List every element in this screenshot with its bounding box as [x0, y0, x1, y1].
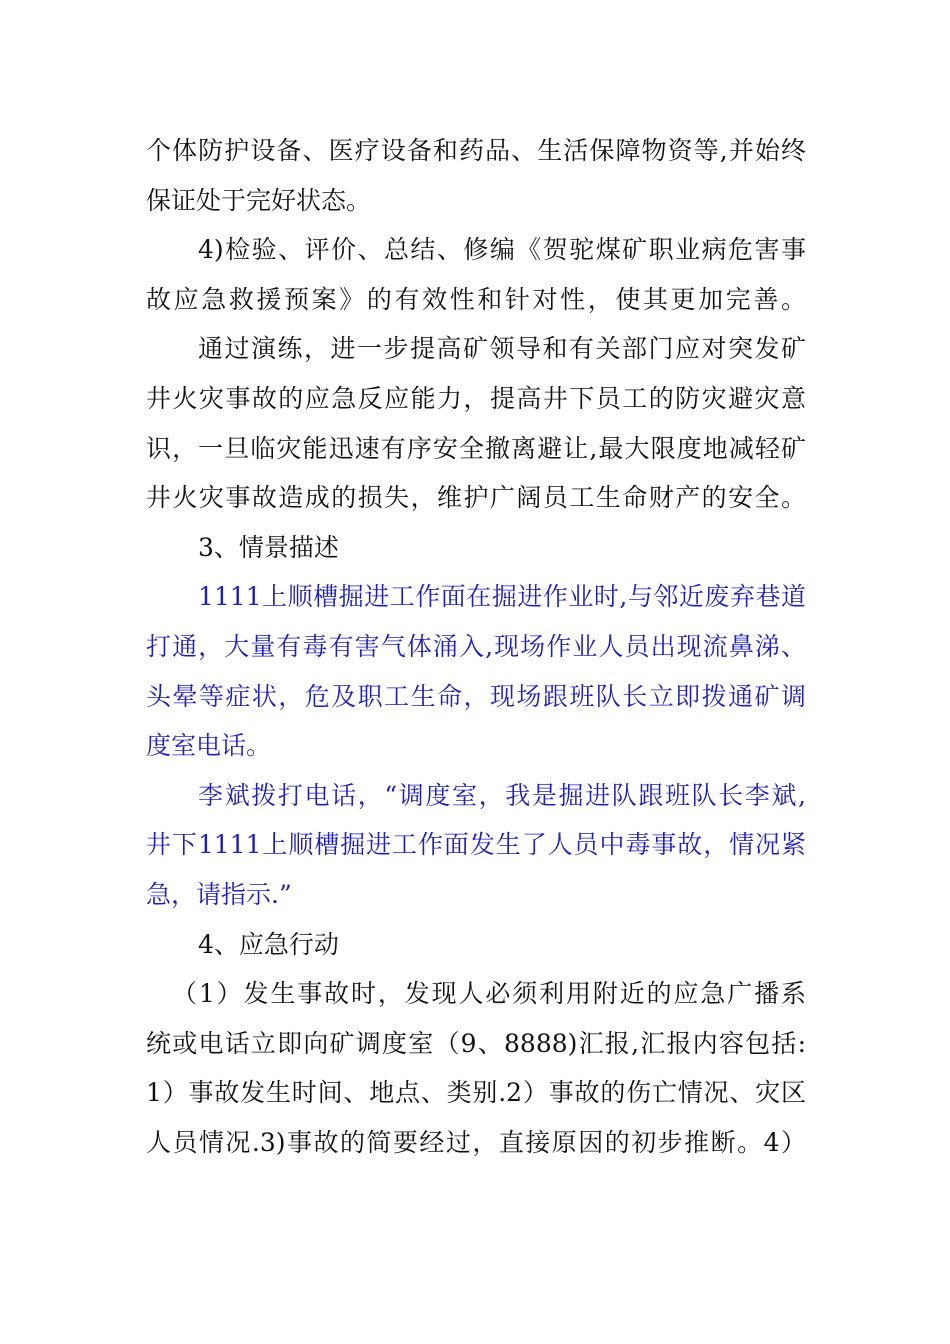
scenario-line: 头晕等症状，危及职工生命，现场跟班队长立即拨通矿调: [146, 681, 806, 711]
scenario-line: 急，请指示.”: [146, 879, 292, 909]
text-line: 4)检验、评价、总结、修编《贺驼煤矿职业病危害事: [198, 235, 806, 265]
text-line: 井火灾事故的应急反应能力，提高井下员工的防灾避灾意: [146, 383, 806, 413]
scenario-line: 1111上顺槽掘进工作面在掘进作业时,与邻近废弃巷道: [198, 582, 806, 612]
text-line: 统或电话立即向矿调度室（9、8888)汇报,汇报内容包括:: [146, 1028, 806, 1058]
text-line: 保证处于完好状态。: [146, 185, 372, 215]
text-line: 通过演练，进一步提高矿领导和有关部门应对突发矿: [198, 334, 806, 364]
text-line: 故应急救援预案》的有效性和针对性，使其更加完善。: [146, 284, 806, 314]
scenario-line: 打通，大量有毒有害气体涌入,现场作业人员出现流鼻涕、: [146, 631, 806, 661]
scenario-line: 李斌拨打电话，“调度室，我是掘进队跟班队长李斌,: [198, 780, 806, 810]
text-line: 1）事故发生时间、地点、类别.2）事故的伤亡情况、灾区: [146, 1078, 806, 1108]
scenario-line: 井下1111上顺槽掘进工作面发生了人员中毒事故，情况紧: [146, 830, 806, 860]
scenario-line: 度室电话。: [146, 731, 272, 761]
text-line: （1）发生事故时，发现人必须利用附近的应急广播系: [172, 979, 806, 1009]
section-heading: 3、情景描述: [198, 532, 339, 562]
section-heading: 4、应急行动: [198, 929, 339, 959]
text-line: 识，一旦临灾能迅速有序安全撤离避让,最大限度地减轻矿: [146, 433, 806, 463]
text-line: 井火灾事故造成的损失，维护广阔员工生命财产的安全。: [146, 483, 806, 513]
text-line: 人员情况.3)事故的简要经过，直接原因的初步推断。4）: [146, 1127, 806, 1157]
document-body: [146, 126, 806, 1167]
text-line: 个体防护设备、医疗设备和药品、生活保障物资等,并始终: [146, 136, 806, 165]
